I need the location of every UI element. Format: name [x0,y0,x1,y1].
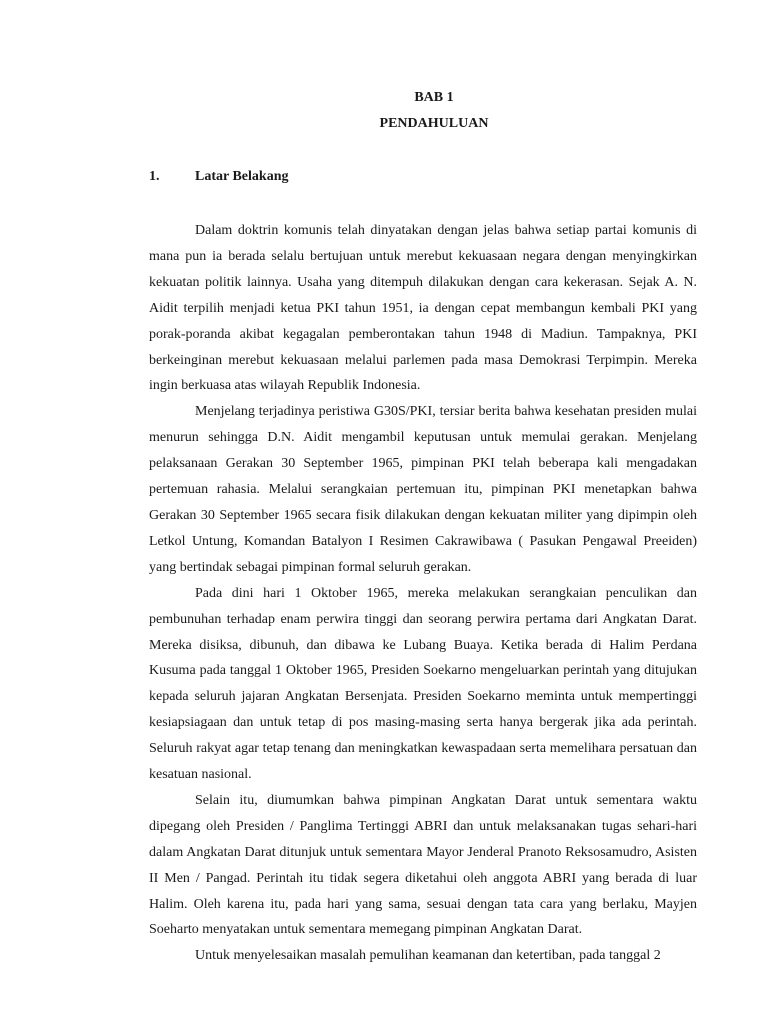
chapter-number: BAB 1 [414,90,454,105]
body-text [149,218,697,969]
section-number: 1. [149,169,160,184]
section-heading [149,169,288,185]
paragraph: Menjelang terjadinya peristiwa G30S/PKI, tersiar berita bahwa kesehatan presiden mulai menurun sehingga D.N. Aidit mengambil keputusan untuk memulai gerakan. Menjelang pelaksanaan Gerakan 30 September 1965, pimpinan PKI telah beberapa kali mengadakan pertemuan rahasia. Melalui serangkaian pertemuan itu, pimpinan PKI menetapkan bahwa Gerakan 30 September 1965 secara fisik dilakukan dengan kekuatan militer yang dipimpin oleh Letkol Untung, Komandan Batalyon I Resimen Cakrawibawa ( Pasukan Pengawal Preeiden) yang bertindak sebagai pimpinan formal seluruh gerakan. [149,404,697,575]
chapter-title: PENDAHULUAN [379,116,489,131]
paragraph: Selain itu, diumumkan bahwa pimpinan Angkatan Darat untuk sementara waktu dipegang oleh Presiden / Panglima Tertinggi ABRI dan untuk melaksanakan tugas sehari-hari dalam Angkatan Darat ditunjuk untuk sementara Mayor Jenderal Pranoto Reksosamudro, Asisten II Men / Pangad. Perintah itu tidak segera diketahui oleh anggota ABRI yang berada di luar Halim. Oleh karena itu, pada hari yang sama, sesuai dengan tata cara yang berlaku, Mayjen Soeharto menyatakan untuk sementara memegang pimpinan Angkatan Darat. [149,792,697,938]
paragraph: Pada dini hari 1 Oktober 1965, mereka melakukan serangkaian penculikan dan pembunuhan terhadap enam perwira tinggi dan seorang perwira pertama dari Angkatan Darat. Mereka disiksa, dibunuh, dan dibawa ke Lubang Buaya. Ketika berada di Halim Perdana Kusuma pada tanggal 1 Oktober 1965, Presiden Soekarno mengeluarkan perintah yang ditujukan kepada seluruh jajaran Angkatan Bersenjata. Presiden Soekarno meminta untuk mempertinggi kesiapsiagaan dan untuk tetap di pos masing-masing serta hanya bergerak jika ada perintah. Seluruh rakyat agar tetap tenang dan meningkatkan kewaspadaan serta memelihara persatuan dan kesatuan nasional. [149,585,697,783]
paragraph: Dalam doktrin komunis telah dinyatakan dengan jelas bahwa setiap partai komunis di mana pun ia berada selalu bertujuan untuk merebut kekuasaan negara dengan menyingkirkan kekuatan politik lainnya. Usaha yang ditempuh dilakukan dengan cara kekerasan. Sejak A. N. Aidit terpilih menjadi ketua PKI tahun 1951, ia dengan cepat membangun kembali PKI yang porak-poranda akibat kegagalan pemberontakan tahun 1948 di Madiun. Tampaknya, PKI berkeinginan merebut kekuasaan melalui parlemen pada masa Demokrasi Terpimpin. Mereka ingin berkuasa atas wilayah Republik Indonesia. [149,223,697,394]
section-title: Latar Belakang [195,169,289,184]
paragraph: Untuk menyelesaikan masalah pemulihan keamanan dan ketertiban, pada tanggal 2 [195,948,661,964]
